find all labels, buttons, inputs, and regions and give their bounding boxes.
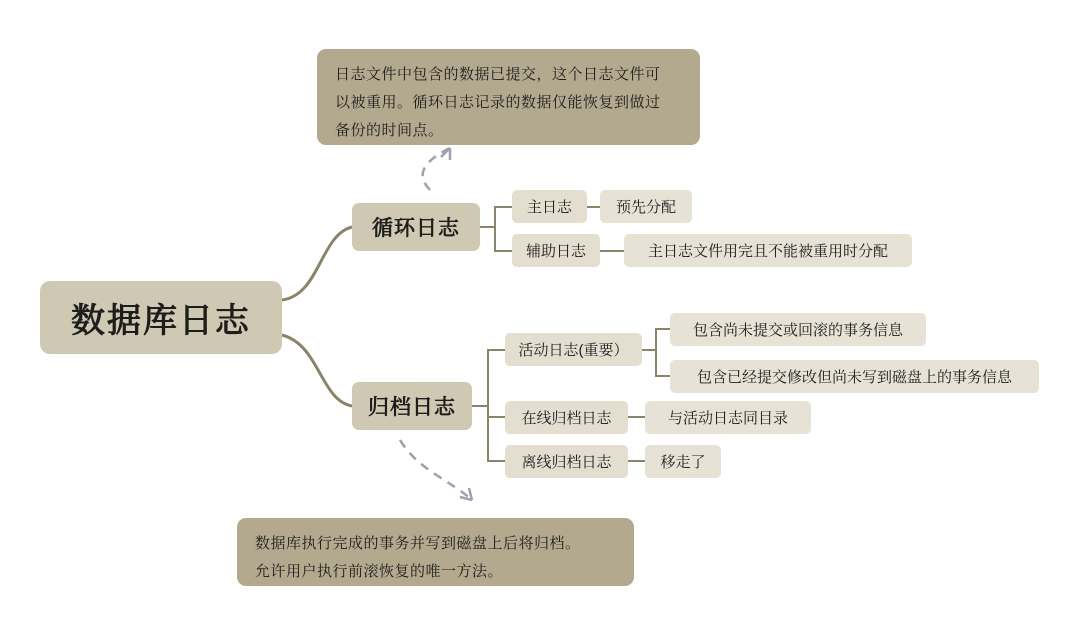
detail-node-offline-moved[interactable]: 移走了: [645, 445, 721, 478]
connector-circular-main: [480, 207, 512, 227]
connector-note-circular: [423, 148, 450, 190]
connector-circular-aux: [480, 227, 512, 251]
connector-active-detail-1: [642, 329, 670, 350]
note-circular-log[interactable]: [317, 49, 700, 145]
detail-node-preallocated[interactable]: 预先分配: [600, 190, 692, 223]
leaf-node-active-log[interactable]: 活动日志(重要）: [505, 333, 642, 366]
connector-active-detail-2: [642, 350, 670, 376]
leaf-node-online-archive-log[interactable]: 在线归档日志: [505, 401, 628, 434]
detail-node-active-uncommitted[interactable]: 包含尚未提交或回滚的事务信息: [670, 313, 926, 346]
connector-root-circular: [282, 227, 352, 300]
branch-node-circular-log[interactable]: 循环日志: [352, 203, 480, 251]
connector-archive-online: [472, 406, 505, 417]
note-archive-log-line-2: 允许用户执行前滚恢复的唯一方法。: [255, 563, 504, 580]
detail-node-active-committed-not-flushed[interactable]: 包含已经提交修改但尚未写到磁盘上的事务信息: [670, 360, 1039, 393]
note-circular-log-line-1: 日志文件中包含的数据已提交，这个日志文件可: [335, 66, 661, 83]
connector-archive-active: [472, 350, 505, 406]
branch-node-archive-log[interactable]: 归档日志: [352, 382, 472, 430]
note-archive-log[interactable]: [237, 518, 634, 586]
arrowhead-note-archive: [460, 488, 472, 500]
arrowhead-note-circular: [441, 148, 450, 160]
leaf-node-offline-archive-log[interactable]: 离线归档日志: [505, 445, 628, 478]
note-archive-log-line-1: 数据库执行完成的事务并写到磁盘上后将归档。: [255, 535, 581, 552]
root-node[interactable]: 数据库日志: [40, 281, 282, 354]
leaf-node-auxiliary-log[interactable]: 辅助日志: [512, 234, 600, 267]
detail-node-auxiliary-allocation[interactable]: 主日志文件用完且不能被重用时分配: [624, 234, 912, 267]
detail-node-online-same-directory[interactable]: 与活动日志同目录: [645, 401, 811, 434]
note-circular-log-line-2: 以被重用。循环日志记录的数据仅能恢复到做过: [335, 94, 661, 111]
note-circular-log-line-3: 备份的时间点。: [335, 122, 444, 139]
connector-note-archive: [400, 440, 472, 500]
connector-archive-offline: [472, 406, 505, 461]
connector-root-archive: [282, 335, 352, 406]
leaf-node-main-log[interactable]: 主日志: [512, 190, 587, 223]
